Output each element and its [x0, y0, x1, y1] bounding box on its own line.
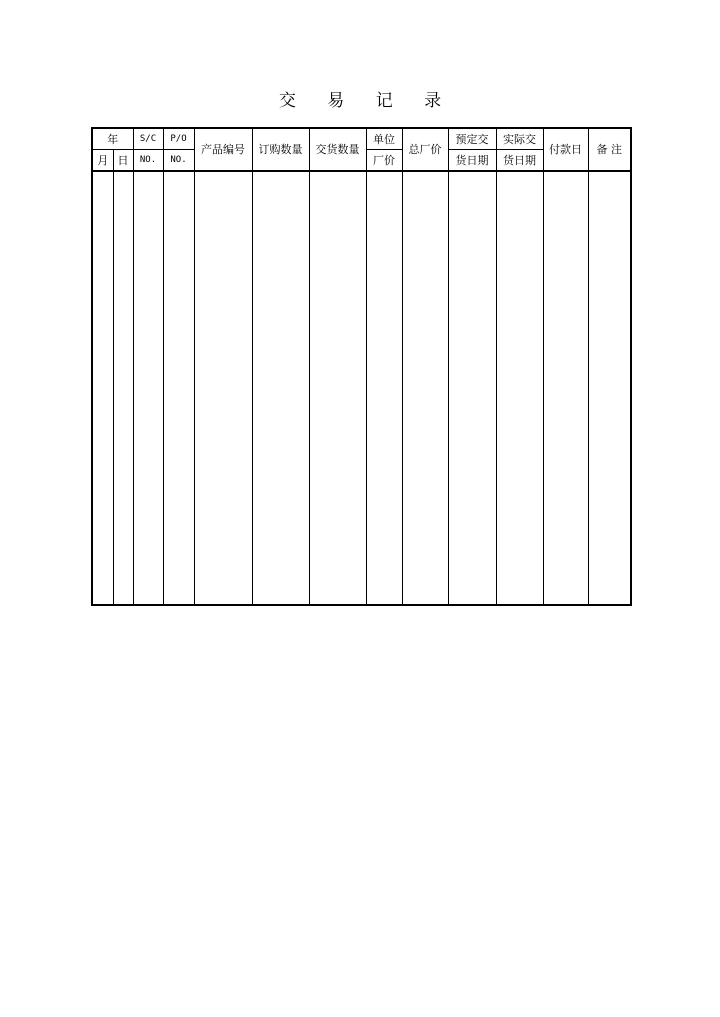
header-unit-price-line2: 厂价 — [366, 150, 402, 172]
page-title: 交 易 记 录 — [278, 91, 455, 111]
header-row-1 — [92, 128, 631, 150]
header-delivery-qty: 交货数量 — [309, 128, 366, 171]
header-remarks: 备 注 — [588, 128, 631, 171]
header-total-price: 总厂价 — [402, 128, 448, 171]
cell-actual-delivery[interactable] — [496, 171, 543, 605]
header-product-code: 产品编号 — [194, 128, 252, 171]
header-planned-delivery-line1: 预定交 — [448, 128, 496, 150]
header-sc-line1: S/C — [133, 128, 163, 150]
cell-delivery-qty[interactable] — [309, 171, 366, 605]
cell-planned-delivery[interactable] — [448, 171, 496, 605]
header-order-qty: 订购数量 — [252, 128, 309, 171]
cell-remarks[interactable] — [588, 171, 631, 605]
header-actual-delivery-line2: 货日期 — [496, 150, 543, 172]
header-po-line1: P/O — [163, 128, 194, 150]
cell-total-price[interactable] — [402, 171, 448, 605]
header-month: 月 — [92, 150, 113, 172]
header-sc-line2: NO. — [133, 150, 163, 172]
cell-po-no[interactable] — [163, 171, 194, 605]
cell-order-qty[interactable] — [252, 171, 309, 605]
header-year: 年 — [92, 128, 133, 150]
cell-day[interactable] — [113, 171, 133, 605]
transaction-record-table — [91, 127, 632, 606]
cell-product-code[interactable] — [194, 171, 252, 605]
cell-month[interactable] — [92, 171, 113, 605]
header-day: 日 — [113, 150, 133, 172]
cell-payment-date[interactable] — [543, 171, 588, 605]
header-planned-delivery-line2: 货日期 — [448, 150, 496, 172]
cell-sc-no[interactable] — [133, 171, 163, 605]
header-actual-delivery-line1: 实际交 — [496, 128, 543, 150]
header-unit-price-line1: 单位 — [366, 128, 402, 150]
header-po-line2: NO. — [163, 150, 194, 172]
table-row — [92, 171, 631, 605]
header-payment-date: 付款日 — [543, 128, 588, 171]
cell-unit-price[interactable] — [366, 171, 402, 605]
